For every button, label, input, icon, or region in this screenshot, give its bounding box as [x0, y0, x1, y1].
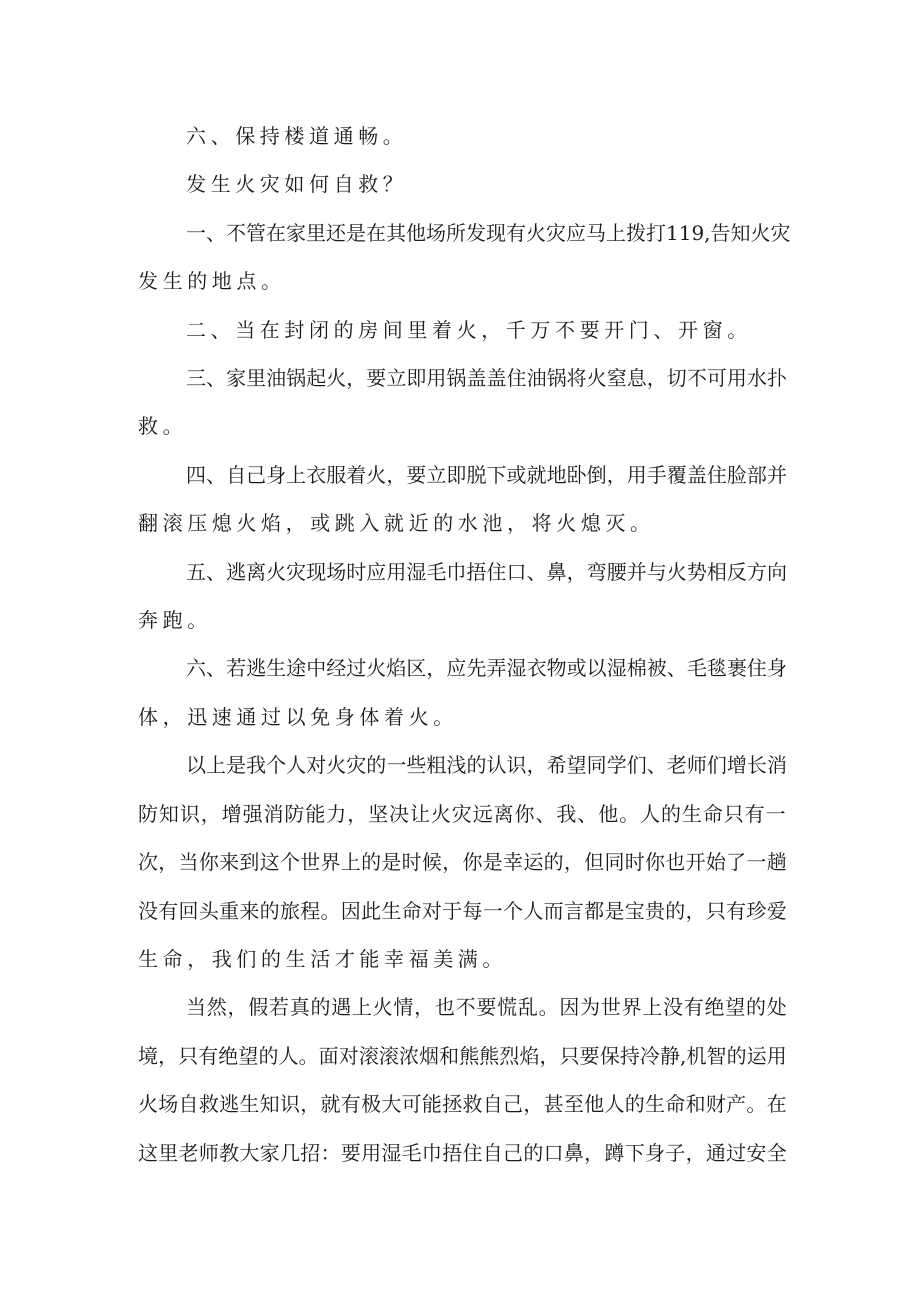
paragraph — [138, 354, 790, 451]
text-line: 救。 — [138, 414, 188, 439]
document-body — [138, 112, 790, 1177]
text-line: 生命，我们的生活才能幸福美满。 — [138, 946, 507, 971]
paragraph — [138, 209, 790, 306]
text-line: 五、逃离火灾现场时应用湿毛巾捂住口、鼻，弯腰并与火势相反方向 — [186, 559, 787, 584]
paragraph — [138, 983, 790, 1177]
text-line: 发生火灾如何自救？ — [186, 172, 408, 197]
text-line: 体，迅速通过以免身体着火。 — [138, 704, 458, 729]
text-line: 防知识，增强消防能力，坚决让火灾远离你、我、他。人的生命只有一 — [138, 801, 787, 826]
paragraph — [138, 548, 790, 645]
text-line: 六、若逃生途中经过火焰区，应先弄湿衣物或以湿棉被、毛毯裹住身 — [186, 656, 787, 681]
text-line: 当然，假若真的遇上火情，也不要慌乱。因为世界上没有绝望的处 — [186, 995, 788, 1020]
text-line: 没有回头重来的旅程。因此生命对于每一个人而言都是宝贵的，只有珍爱 — [138, 898, 787, 923]
text-line: 以上是我个人对火灾的一些粗浅的认识，希望同学们、老师们增长消 — [186, 753, 787, 778]
text-line: 翻滚压熄火焰，或跳入就近的水池，将火熄灭。 — [138, 511, 655, 536]
paragraph — [138, 160, 790, 208]
paragraph — [138, 112, 790, 160]
paragraph — [138, 644, 790, 741]
text-line: 二、当在封闭的房间里着火，千万不要开门、开窗。 — [186, 317, 752, 342]
text-line: 一、不管在家里还是在其他场所发现有火灾应马上拨打119,告知火灾 — [186, 220, 791, 245]
text-line: 四、自己身上衣服着火，要立即脱下或就地卧倒，用手覆盖住脸部并 — [186, 462, 787, 487]
text-line: 发生的地点。 — [138, 269, 286, 294]
paragraph — [138, 451, 790, 548]
text-line: 火场自救逃生知识，就有极大可能拯救自己，甚至他人的生命和财产。在 — [138, 1092, 787, 1117]
text-line: 这里老师教大家几招：要用湿毛巾捂住自己的口鼻，蹲下身子，通过安全 — [138, 1140, 787, 1165]
paragraph — [138, 741, 790, 983]
text-line: 奔跑。 — [138, 608, 212, 633]
paragraph — [138, 306, 790, 354]
text-line: 次，当你来到这个世界上的是时候，你是幸运的，但同时你也开始了一趟 — [138, 850, 787, 875]
text-line: 六、保持楼道通畅。 — [186, 124, 408, 148]
text-line: 境，只有绝望的人。面对滚滚浓烟和熊熊烈焰，只要保持冷静,机智的运用 — [138, 1043, 787, 1068]
text-line: 三、家里油锅起火，要立即用锅盖盖住油锅将火窒息，切不可用水扑 — [186, 366, 787, 391]
